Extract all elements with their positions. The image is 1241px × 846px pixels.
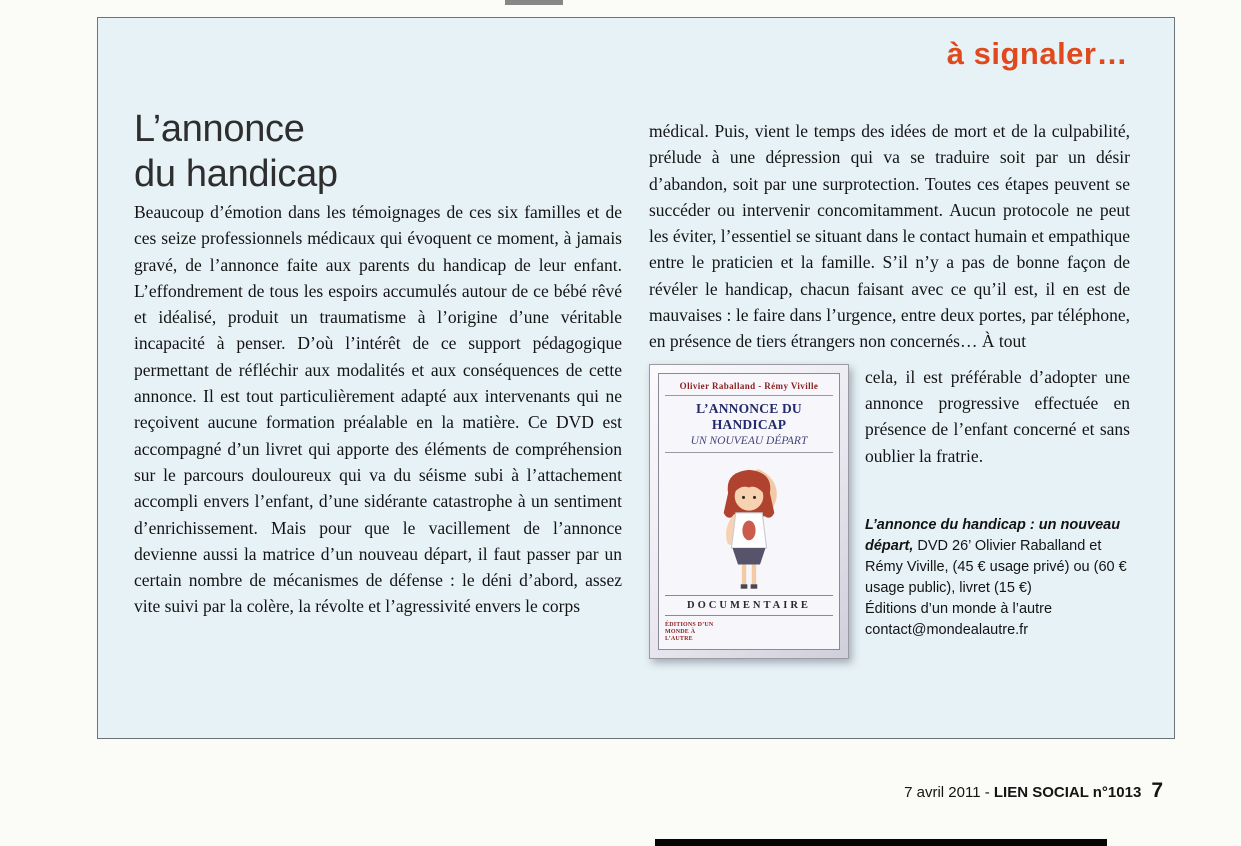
dvd-title: L’ANNONCE DU HANDICAP bbox=[696, 400, 802, 432]
caption-publisher: Éditions d’un monde à l’autre bbox=[865, 600, 1053, 617]
dvd-caption bbox=[865, 515, 1130, 641]
article-column-right bbox=[649, 118, 1130, 659]
scan-edge-bar bbox=[655, 839, 1107, 846]
article-title-line1: L’annonce bbox=[134, 108, 305, 151]
dvd-cover-illustration bbox=[665, 457, 833, 595]
dvd-genre: DOCUMENTAIRE bbox=[665, 595, 833, 616]
dvd-authors: Olivier Raballand - Rémy Viville bbox=[665, 381, 833, 396]
article-paragraph-right-top: médical. Puis, vient le temps des idées de mort et de la culpabilité, prélude à une dépression qui va se traduire soit par un désir d’abandon, soit par une surprotection. Toutes ces étapes peuvent se succéder ou intervenir concomitamment. Aucun protocole ne peut les éviter, l’essentiel se situant dans le contact humain et empathique entre le praticien et la famille. S’il n’y a pas de bonne façon de révéler le handicap, chacun faisant avec ce qu’il est, il en est de mauvaises : le faire dans l’urgence, entre deux portes, par téléphone, en présence de tiers étrangers non concernés… À tout bbox=[649, 121, 1130, 352]
page-footer bbox=[904, 779, 1163, 803]
wrap-column bbox=[865, 364, 1130, 659]
section-label: à signaler… bbox=[946, 36, 1128, 71]
article-panel bbox=[97, 17, 1175, 739]
article-paragraph-right-wrap: cela, il est préférable d’adopter une annonce progressive effectuée en présence de l’enfant concerné et sans oublier la fratrie. bbox=[865, 366, 1130, 466]
footer-journal-name: LIEN SOCIAL n°1013 bbox=[993, 784, 1142, 801]
article-column-left: Beaucoup d’émotion dans les témoignages de ces six familles et de ces seize professionnels médicaux qui évoquent ce moment, à jamais gravé, de l’annonce faite aux parents du handicap de leur enfant. L’effondrement de tous les espoirs accumulés autour de ce bébé rêvé et idéalisé, produit un traumatisme à l’origine d’une véritable incapacité à penser. D’où l’intérêt de ce support pédagogique permettant de réfléchir aux modalités et aux conséquences de cette annonce. Il est tout particulièrement adapté aux intervenants qui ne reçoivent aucune formation préalable en la matière. Ce DVD est accompagné d’un livret qui apporte des éléments de compréhension sur le parcours douloureux qui va du séisme subi à l’attachement accompli envers l’enfant, d’une sidérante catastrophe à un sentiment d’enrichissement. Mais pour que le vacillement de l’annonce devienne aussi la matrice d’un nouveau départ, il faut passer par un certain nombre de mécanismes de défense : le déni d’abord, assez vite suivi par la colère, la révolte et l’agressivité envers le corps bbox=[134, 202, 622, 617]
caption-details: DVD 26’ Olivier Raballand et Rémy Viville, (45 € usage privé) ou (60 € usage public), livret (15 €) bbox=[865, 537, 1127, 596]
dvd-publisher-logo: ÉDITIONS D’UN MONDE À L’AUTRE bbox=[665, 621, 714, 642]
scan-edge-mark bbox=[505, 0, 563, 5]
girl-illustration-icon bbox=[689, 460, 809, 592]
article-title-line2: du handicap bbox=[134, 153, 338, 196]
dvd-cover bbox=[649, 364, 849, 659]
footer-page-number: 7 bbox=[1151, 779, 1163, 802]
dvd-subtitle: UN NOUVEAU DÉPART bbox=[665, 433, 833, 453]
footer-date: 7 avril 2011 - bbox=[904, 784, 994, 801]
dvd-cover-inner bbox=[658, 373, 840, 650]
caption-title: L’annonce du handicap : un nouveau départ, bbox=[865, 516, 1121, 554]
article-title bbox=[134, 107, 338, 197]
media-row bbox=[649, 364, 1130, 659]
caption-contact-email: contact@mondealautre.fr bbox=[865, 621, 1029, 638]
